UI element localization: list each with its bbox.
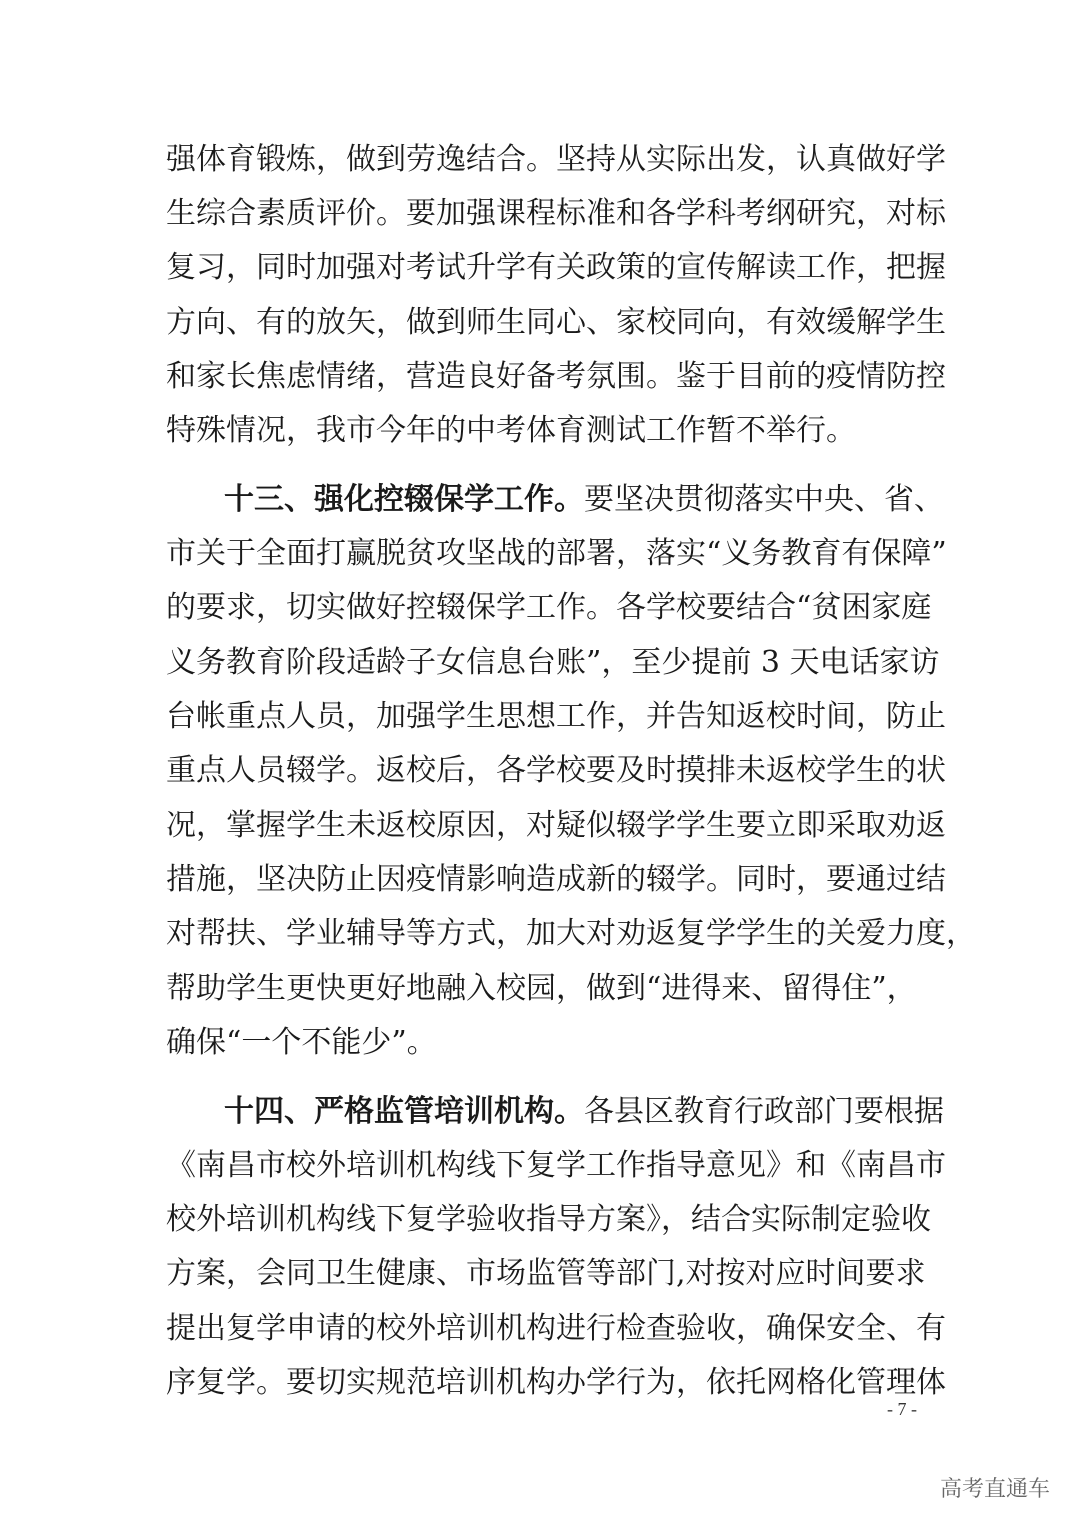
line-text: 方向、有的放矢，做到师生同心、家校同向，有效缓解学生 [166,305,946,340]
section-heading-line [224,1092,944,1132]
text-line [166,411,856,451]
line-text: 措施，坚决防止因疫情影响造成新的辍学。同时，要通过结 [166,862,946,897]
text-line [166,806,946,846]
line-text: 生综合素质评价。要加强课程标准和各学科考纲研究，对标 [166,196,946,231]
line-text: 对帮扶、学业辅导等方式，加大对劝返复学学生的关爱力度， [166,916,976,951]
text-line [166,588,932,628]
line-text: 强体育锻炼，做到劳逸结合。坚持从实际出发，认真做好学 [166,142,946,177]
section-heading-line [224,480,944,520]
text-line [166,751,946,791]
line-text: 确保“一个不能少”。 [166,1025,437,1060]
line-text: 校外培训机构线下复学验收指导方案》，结合实际制定验收 [166,1202,931,1237]
line-text: 市关于全面打赢脱贫攻坚战的部署，落实“义务教育有保障” [166,536,947,571]
line-text: 况，掌握学生未返校原因，对疑似辍学学生要立即采取劝返 [166,808,946,843]
section-heading: 十四、严格监管培训机构。 [224,1094,584,1129]
line-text: 的要求，切实做好控辍保学工作。各学校要结合“贫困家庭 [166,590,932,625]
line-text: 重点人员辍学。返校后，各学校要及时摸排未返校学生的状 [166,753,946,788]
line-text: 帮助学生更快更好地融入校园，做到“进得来、留得住”， [166,971,917,1006]
text-line [166,697,946,737]
section-heading: 十三、强化控辍保学工作。 [224,482,584,517]
text-line [166,140,946,180]
line-text: 序复学。要切实规范培训机构办学行为，依托网格化管理体 [166,1365,946,1400]
page-number: - 7 - [887,1399,917,1419]
text-line [166,248,946,288]
line-text: 方案，会同卫生健康、市场监管等部门,对按对应时间要求 [166,1256,926,1291]
line-text: 《南昌市校外培训机构线下复学工作指导意见》和《南昌市 [166,1148,946,1183]
text-line [166,303,946,343]
watermark: 高考直通车 [939,1477,1050,1502]
text-line [166,969,916,1009]
text-line [166,534,947,574]
text-line [166,1023,437,1063]
line-text: 复习，同时加强对考试升学有关政策的宣传解读工作，把握 [166,250,946,285]
text-line [166,1309,946,1349]
line-text: 要坚决贯彻落实中央、省、 [584,482,944,517]
text-line [166,194,946,234]
text-line [166,1146,946,1186]
line-text: 各县区教育行政部门要根据 [584,1094,944,1129]
line-text: 义务教育阶段适龄子女信息台账”，至少提前 3 天电话家访 [166,645,940,680]
text-line [166,860,946,900]
line-text: 特殊情况，我市今年的中考体育测试工作暂不举行。 [166,413,856,448]
text-line [166,643,940,683]
line-text: 台帐重点人员，加强学生思想工作，并告知返校时间，防止 [166,699,946,734]
text-line [166,1200,931,1240]
text-line [166,1254,926,1294]
text-line [166,357,946,397]
text-line [166,914,976,954]
line-text: 和家长焦虑情绪，营造良好备考氛围。鉴于目前的疫情防控 [166,359,946,394]
text-line [166,1363,946,1403]
line-text: 提出复学申请的校外培训机构进行检查验收，确保安全、有 [166,1311,946,1346]
